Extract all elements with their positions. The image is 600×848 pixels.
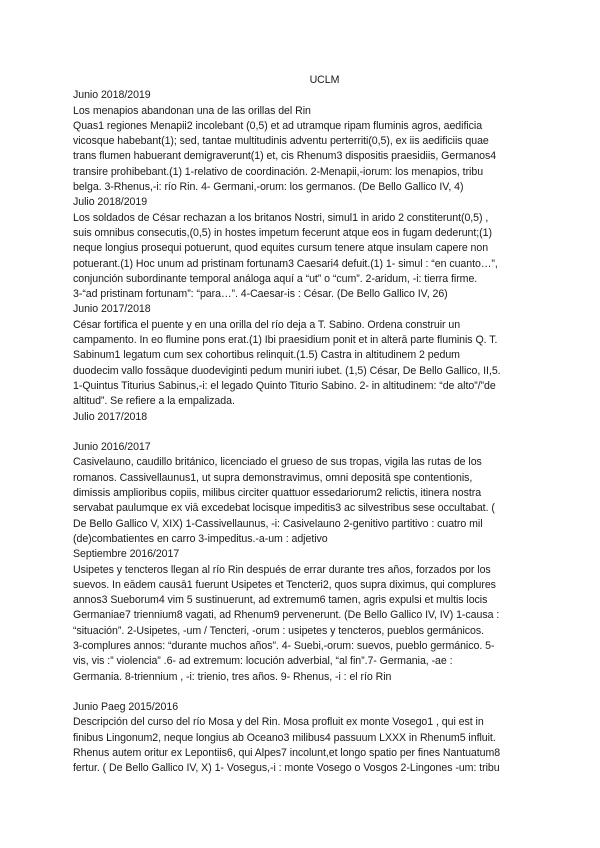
text-line: vis, vis :” violencia” .6- ad extremum: locución adverbial, “al fin”.7- Germania, -ae : <box>73 655 453 668</box>
entry-title: Descripción del curso del río Mosa y del Rin. Mosa profluit ex monte Vosego1 , qui est in <box>73 716 484 729</box>
text-line: Quas1 regiones Menapii2 incolebant (0,5) et ad utramque ripam fluminis agros, aedificia <box>73 119 483 132</box>
entry-title: Los menapios abandonan una de las orillas del Rin <box>73 104 311 117</box>
text-line: altitud”. Se refiere a la empalizada. <box>73 395 235 408</box>
text-line: annos3 Sueborum4 vim 5 sustinuerunt, ad extremum6 tamen, agris expulsi et multis locis <box>73 594 488 607</box>
entry-body <box>73 119 528 195</box>
text-line: 1-Quintus Titurius Sabinus,-i: el legado Quinto Titurio Sabino. 2- in altitudinem: “de alto”/”de <box>73 379 496 392</box>
text-line: fertur. ( De Bello Gallico IV, X) 1- Vosegus,-i : monte Vosego o Vosgos 2-Lingones -um: tribu <box>73 762 500 775</box>
entry-body <box>73 226 528 302</box>
text-line: 3-complures annos: “durante muchos años”. 4- Suebi,-orum: suevos, pueblo germánico. 5- <box>73 639 495 652</box>
entry-body <box>73 471 528 547</box>
text-line: potuerant.(1) Hoc unum ad pristinam fortunam3 Caesari4 defuit.(1) 1- simul : “en cuanto…”, <box>73 257 498 270</box>
text-line: servabat paulumque ex viā excedebat locisque impeditis3 ac silvestribus sese occultabat. ( <box>73 502 495 515</box>
entry-date: Septiembre 2016/2017 <box>73 548 180 561</box>
entry-junio-2016-2017 <box>73 440 528 547</box>
entry-body <box>73 731 528 777</box>
text-line: campamento. In eo flumine pons erat.(1) Ibi praesidium ponit et in alterā parte fluminis Q. T. <box>73 334 498 347</box>
text-line: Sabinum1 legatum cum sex cohortibus relinquit.(1.5) Castra in altitudinem 2 pedum <box>73 349 460 362</box>
text-line: neque longius prosequi potuerunt, quod equites cursum tenere atque insulam capere non <box>73 242 489 255</box>
text-line: transire prohibebant.(1) 1-relativo de coordinación. 2-Menapii,-iorum: los menapios, tribu <box>73 165 484 178</box>
text-line: (de)combatientes en carro 3-impeditus.-a-um : adjetivo <box>73 532 328 545</box>
text-line: De Bello Gallico V, XIX) 1-Cassivellaunus, -i: Casivelauno 2-genitivo partitivo : cuatro mil <box>73 517 483 530</box>
entry-date: Junio 2018/2019 <box>73 89 151 102</box>
entry-date: Junio 2016/2017 <box>73 441 151 454</box>
entry-body <box>73 333 528 409</box>
entry-junio-2017-2018 <box>73 302 528 409</box>
document-title: UCLM <box>309 74 340 86</box>
entry-date: Junio 2017/2018 <box>73 303 151 316</box>
text-line: trans flumen habuerant demigraverunt(1) et, cis Rhenum3 dispositis praesidiis, Germanos4 <box>73 150 497 163</box>
text-line: 3-“ad pristinam fortunam”: “para…”. 4-Caesar-is : César. (De Bello Gallico IV, 26) <box>73 288 448 301</box>
blank-line <box>73 685 528 700</box>
entry-julio-2018-2019 <box>73 195 528 302</box>
entry-title: Los soldados de César rechazan a los britanos Nostri, simul1 in arido 2 constiterunt(0,5) , <box>73 211 489 224</box>
entry-junio-paeg-2015-2016 <box>73 700 528 776</box>
entry-body <box>73 578 528 685</box>
entry-title: Casivelauno, caudillo británico, licenciado el grueso de sus tropas, vigila las rutas de los <box>73 456 482 469</box>
text-line: Germaniae7 triennium8 vagati, ad Rhenum9 pervenerunt. (De Bello Gallico IV, IV) 1-causa : <box>73 609 500 622</box>
text-line: conjunción subordinante temporal análoga aquí a “ut” o “cum”. 2-aridum, -i: tierra firme. <box>73 272 478 285</box>
entry-title: César fortifica el puente y en una orilla del río deja a T. Sabino. Ordena construir un <box>73 318 461 331</box>
text-line: duodecim vallo fossāque duodeviginti pedum muniri iubet. (1,5) César, De Bello Gallico, II,5. <box>73 364 501 377</box>
text-line: romanos. Cassivellaunus1, ut supra demonstravimus, omni depositā spe contentionis, <box>73 471 473 484</box>
blank-line <box>73 425 528 440</box>
entry-julio-2017-2018 <box>73 410 528 425</box>
text-line: vicosque habebant(1); sed, tantae multitudinis adventu perterriti(0,5), ex iis aedificiis quae <box>73 135 489 148</box>
text-line: dimissis amplioribus copiis, milibus circiter quattuor essedariorum2 relictis, itinera nostra <box>73 487 482 500</box>
entry-junio-2018-2019 <box>73 88 528 195</box>
entry-date: Julio 2018/2019 <box>73 196 148 209</box>
text-line: Germania. 8-triennium , -i: trienio, tres años. 9- Rhenus, -i : el río Rin <box>73 670 392 683</box>
entry-septiembre-2016-2017 <box>73 547 528 685</box>
text-line: finibus Lingonum2, neque longius ab Oceano3 milibus4 passuum LXXX in Rhenum5 influit. <box>73 731 496 744</box>
entry-date: Julio 2017/2018 <box>73 410 148 423</box>
text-line: Rhenus autem oritur ex Lepontiis6, qui Alpes7 incolunt,et longo spatio per fines Nantuatum8 <box>73 747 501 760</box>
entry-title: Usipetes y tencteros llegan al río Rin después de errar durante tres años, forzados por los <box>73 563 491 576</box>
text-line: suis omnibus consecutis,(0,5) in hostes impetum fecerunt atque eos in fugam dederunt;(1) <box>73 226 492 239</box>
entry-date: Junio Paeg 2015/2016 <box>73 701 179 714</box>
text-line: “situación”. 2-Usipetes, -um / Tencteri, -orum : usipetes y tencteros, pueblos germánicos. <box>73 624 484 637</box>
text-line: belga. 3-Rhenus,-i: río Rin. 4- Germani,-orum: los germanos. (De Bello Gallico IV, 4) <box>73 181 464 194</box>
text-line: suevos. In eādem causā1 fuerunt Usipetes et Tencteri2, quos supra diximus, qui complures <box>73 578 496 591</box>
